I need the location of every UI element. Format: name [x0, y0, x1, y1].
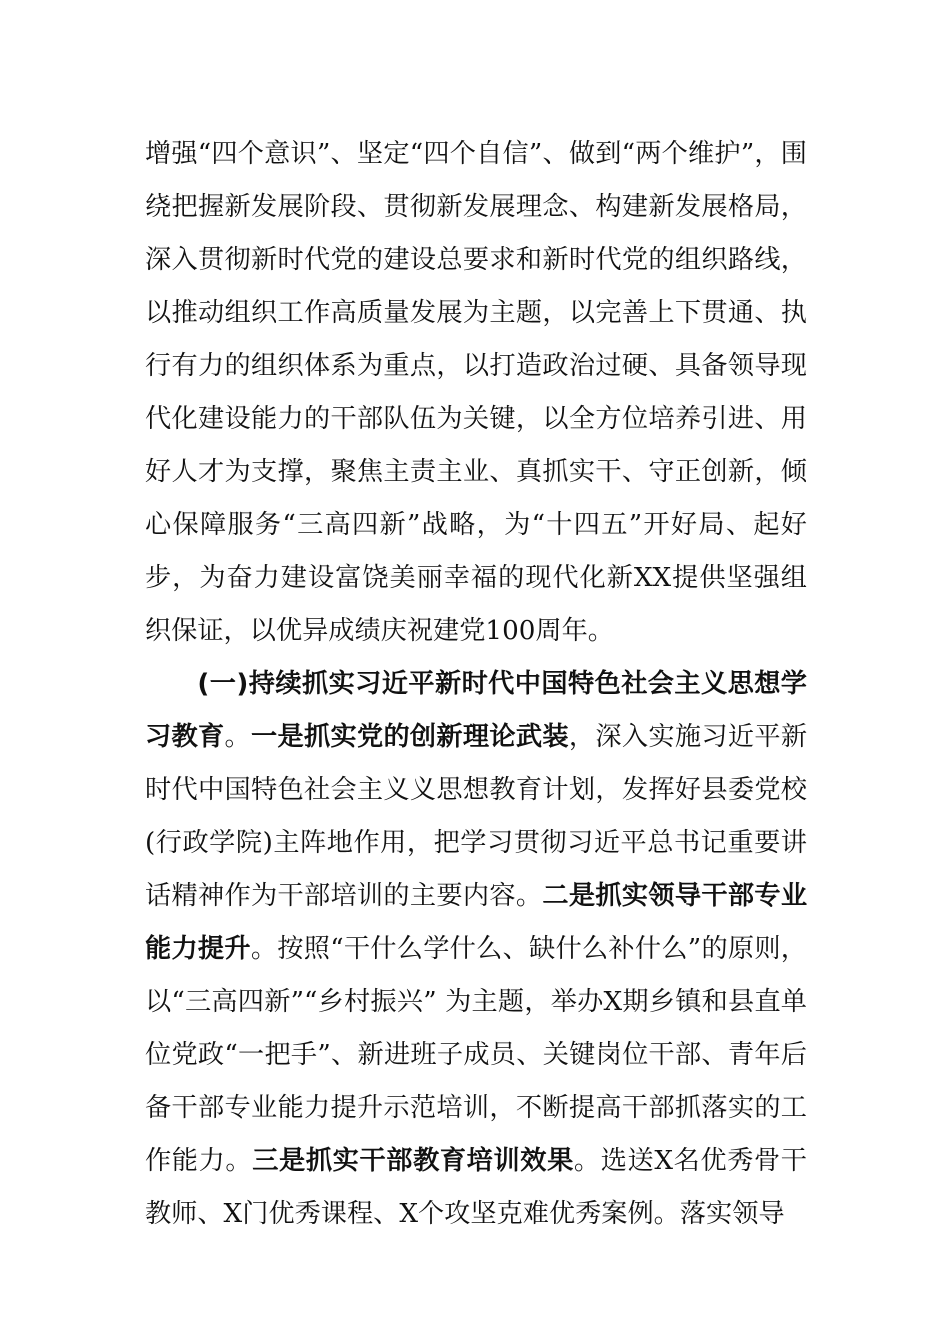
section-paragraph — [145, 658, 807, 1241]
point-1-text: ，深入实施习近平新时代中国特色社会主义义思想教育计划，发挥好县委党校(行政学院)主阵地作用，把学习贯彻习近平总书记重要讲话精神作为干部培训的主要内容。 — [145, 722, 808, 911]
point-2-text: 。按照“干什么学什么、缺什么补什么”的原则，以“三高四新”“乡村振兴” 为主题，举办X期乡镇和县直单位党政“一把手”、新进班子成员、关键岗位干部、青年后备干部专业能力提升示范培训，不断提高干部抓落实的工作能力。 — [145, 934, 807, 1176]
point-1-title: 一是抓实党的创新理论武装 — [250, 722, 569, 752]
body-paragraph: 增强“四个意识”、坚定“四个自信”、做到“两个维护”，围绕把握新发展阶段、贯彻新发展理念、构建新发展格局，深入贯彻新时代党的建设总要求和新时代党的组织路线，以推动组织工作高质量发展为主题，以完善上下贯通、执行有力的组织体系为重点，以打造政治过硬、具备领导现代化建设能力的干部队伍为关键，以全方位培养引进、用好人才为支撑，聚焦主责主业、真抓实干、守正创新，倾心保障服务“三高四新”战略，为“十四五”开好局、起好步，为奋力建设富饶美丽幸福的现代化新XX提供坚强组织保证，以优异成绩庆祝建党100周年。 — [145, 139, 807, 646]
point-2-title: 二是抓实领导干部专业能力提升 — [145, 881, 808, 964]
heading-punctuation: 。 — [224, 722, 251, 752]
section-heading: (一)持续抓实习近平新时代中国特色社会主义思想学习教育 — [145, 669, 807, 752]
point-3-title: 三是抓实干部教育培训效果 — [252, 1146, 574, 1176]
document-page — [145, 128, 807, 1241]
point-3-text: 。选送X名优秀骨干教师、X门优秀课程、X个攻坚克难优秀案例。落实领导 — [145, 1146, 807, 1229]
